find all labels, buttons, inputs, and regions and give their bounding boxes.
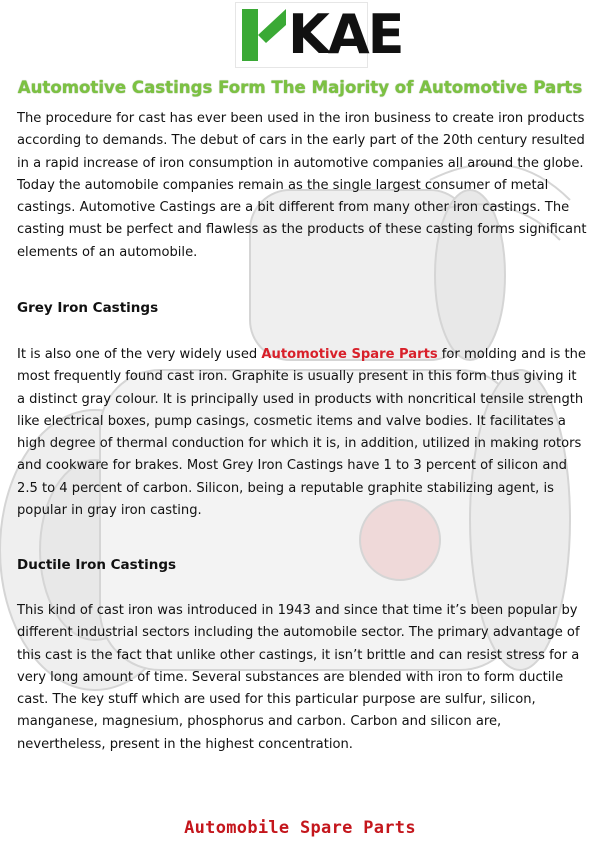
page-title: Automotive Castings Form The Majority of Automotive Parts xyxy=(17,78,583,97)
automotive-spare-parts-link[interactable]: Automotive Spare Parts xyxy=(261,347,438,362)
ductile-iron-heading: Ductile Iron Castings xyxy=(17,557,177,573)
grey-iron-heading: Grey Iron Castings xyxy=(17,300,159,316)
intro-paragraph: The procedure for cast has ever been used in the iron business to create iron products according to demands. The debut of cars in the early part of the 20th century resulted in a rapid increase of iron consumption in automotive companies all around the globe. Today the automobile companies remain as the single largest consumer of metal castings. Automotive Castings are a bit different from many other iron castings. The casting must be perfect and flawless as the products of these casting forms significant elements of an automobile. xyxy=(17,111,587,260)
ductile-iron-paragraph: This kind of cast iron was introduced in 1943 and since that time it’s been popular by different industrial sectors including the automobile sector. The primary advantage of this cast is the fact that unlike other castings, it isn’t brittle and can resist stress for a very long amount of time. Several substances are blended with iron to form ductile cast. The key stuff which are used for this particular purpose are sulfur, silicon, manganese, magnesium, phosphorus and carbon. Carbon and silicon are, nevertheless, present in the highest concentration. xyxy=(17,603,580,752)
company-logo xyxy=(235,2,403,68)
grey-text-before-link: It is also one of the very widely used xyxy=(17,347,262,362)
footer-title: Automobile Spare Parts xyxy=(184,818,416,838)
logo-text: KAE xyxy=(288,3,403,66)
grey-iron-paragraph xyxy=(17,344,587,522)
logo-mark-icon xyxy=(236,3,296,67)
grey-text-after-link: for molding and is the most frequently found cast iron. Graphite is usually present in this form thus giving it a distinct gray colour. It is principally used in products with noncritical tensile strength like electrical boxes, pump casings, cosmetic items and valve bodies. It facilitates a high degree of thermal conduction for which it is, in addition, utilized in making rotors and cookware for brakes. Most Grey Iron Castings have 1 to 3 percent of silicon and 2.5 to 4 percent of carbon. Silicon, being a reputable graphite stabilizing agent, is popular in gray iron casting. xyxy=(17,347,586,519)
